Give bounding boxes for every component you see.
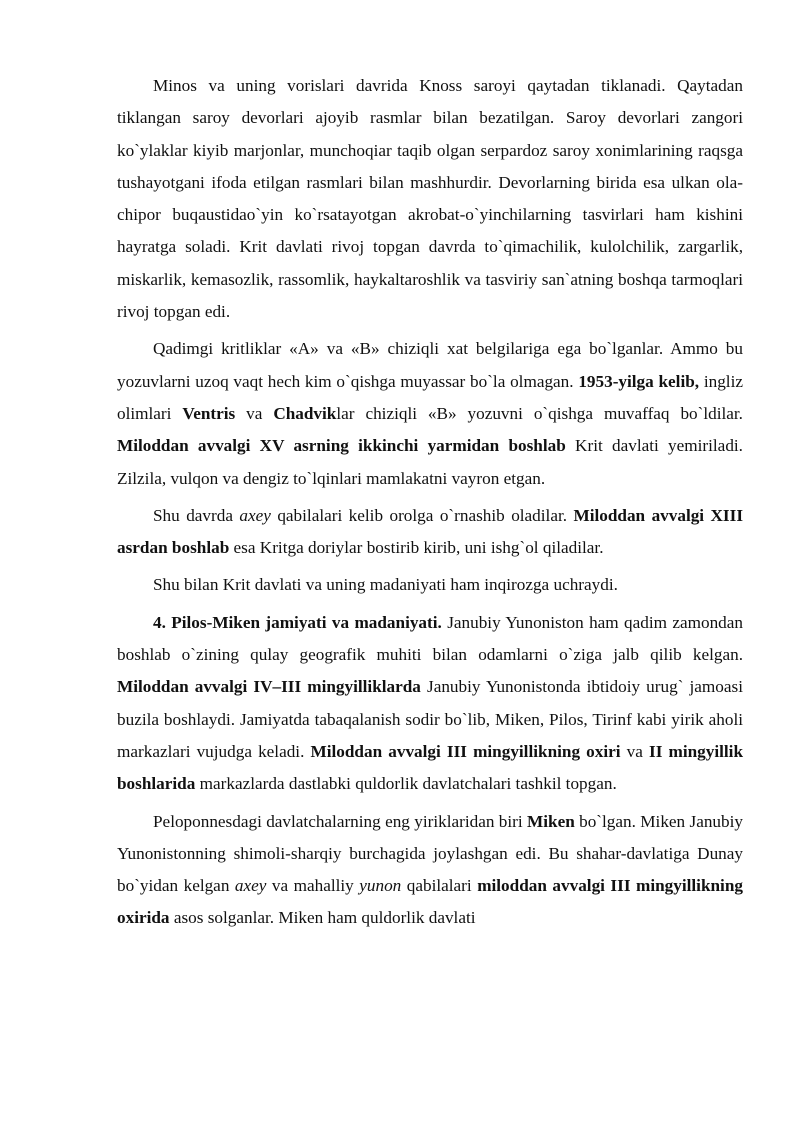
body-text <box>117 70 743 940</box>
text-run: va <box>620 741 650 761</box>
paragraph-knossos-palace <box>117 70 743 328</box>
italic-text: axey <box>239 505 271 525</box>
italic-text: yunon <box>359 876 402 896</box>
bold-text: 1953-yilga kelib, <box>578 371 700 391</box>
text-run: Krit davlati yemiriladi. Zilzila, vulqon va dengiz to`lqinlari mamlakatni vayron etgan. <box>117 436 743 488</box>
text-run: Peloponnesdagi davlatchalarning eng yiriklaridan biri <box>153 811 528 831</box>
text-run: esa Kritga doriylar bostirib kirib, uni ishg`ol qiladilar. <box>229 538 604 558</box>
text-run: Janubiy Yunoniston ham qadim zamondan boshlab o`zining qulay geografik muhiti bilan odamlarni o`ziga jalb qilib kelgan. <box>117 612 743 665</box>
text-run: Shu davrda <box>153 505 240 525</box>
bold-text: Miken <box>527 811 575 831</box>
text-run: bo`lgan. Miken Janubiy Yunonistonning shimoli-sharqiy burchagida joylashgan edi. Bu shahar-davlatiga Dunay bo`yidan kelgan <box>117 811 743 896</box>
bold-text: II mingyillik boshlarida <box>117 741 744 794</box>
section-heading: 4. Pilos-Miken jamiyati va madaniyati. <box>153 612 442 632</box>
bold-text: Chadvik <box>273 403 337 423</box>
text-run: lar chiziqli «B» yozuvni o`qishga muvaffaq bo`ldilar. <box>336 403 743 423</box>
text-run: ingliz olimlari <box>117 371 743 423</box>
paragraph-text: Minos va uning vorislari davrida Knoss saroyi qaytadan tiklanadi. Qaytadan tiklangan saroy devorlari ajoyib rasmlar bilan bezatilgan. Saroy devorlari zangori ko`ylaklar kiyib marjonlar, munchoqiar taqib olgan serpardoz saroy xonimlarining raqsga tushayotgani ifoda etilgan rasmlari bilan mashhurdir. Devorlarning birida esa ulkan ola-chipor buqaustidao`yin ko`rsatayotgan akrobat-o`yinchilarning tasvirlari ham kishini hayratga soladi. Krit davlati rivoj topgan davrda to`qimachilik, kulolchilik, zargarlik, miskarlik, kemasozlik, rassomlik, haykaltaroshlik va tasviriy san`atning boshqa tarmoqlari rivoj topgan edi. <box>117 76 743 322</box>
bold-text: Miloddan avvalgi XIII asrdan boshlab <box>117 505 744 558</box>
text-run: Janubiy Yunonistonda ibtidoiy urug` jamoasi buzila boshlaydi. Jamiyatda tabaqalanish sodir bo`lib, Miken, Pilos, Tirinf kabi yirik aholi markazlari vujudga keladi. <box>117 677 743 761</box>
paragraph-pylos-mycenae <box>117 607 743 801</box>
bold-text: miloddan avvalgi III mingyillikning oxirida <box>117 876 743 928</box>
bold-text: Miloddan avvalgi XV asrning ikkinchi yarmidan boshlab <box>117 436 566 456</box>
paragraph-axey-tribes <box>117 500 743 565</box>
bold-text: Miloddan avvalgi IV–III mingyilliklarda <box>117 677 421 697</box>
paragraph-text: Shu bilan Krit davlati va uning madaniyati ham inqirozga uchraydi. <box>153 575 618 595</box>
text-run: qabilalari kelib orolga o`rnashib oladilar. <box>270 505 574 525</box>
bold-text: Ventris <box>182 403 236 423</box>
text-run: asos solganlar. Miken ham quldorlik davlati <box>169 908 476 928</box>
text-run: qabilalari <box>401 876 478 896</box>
bold-text: Miloddan avvalgi III mingyillikning oxiri <box>310 741 621 761</box>
paragraph-mycenae <box>117 806 743 935</box>
text-run: Qadimgi kritliklar «A» va «B» chiziqli xat belgilariga ega bo`lganlar. Ammo bu yozuvlarni uzoq vaqt hech kim o`qishga muyassar bo`la olmagan. <box>117 339 743 391</box>
paragraph-linear-scripts <box>117 333 743 494</box>
text-run: va mahalliy <box>266 876 360 896</box>
paragraph-crete-decline <box>117 569 743 601</box>
italic-text: axey <box>234 876 267 896</box>
text-run: markazlarda dastlabki quldorlik davlatchalari tashkil topgan. <box>195 774 617 794</box>
text-run: va <box>235 403 274 423</box>
